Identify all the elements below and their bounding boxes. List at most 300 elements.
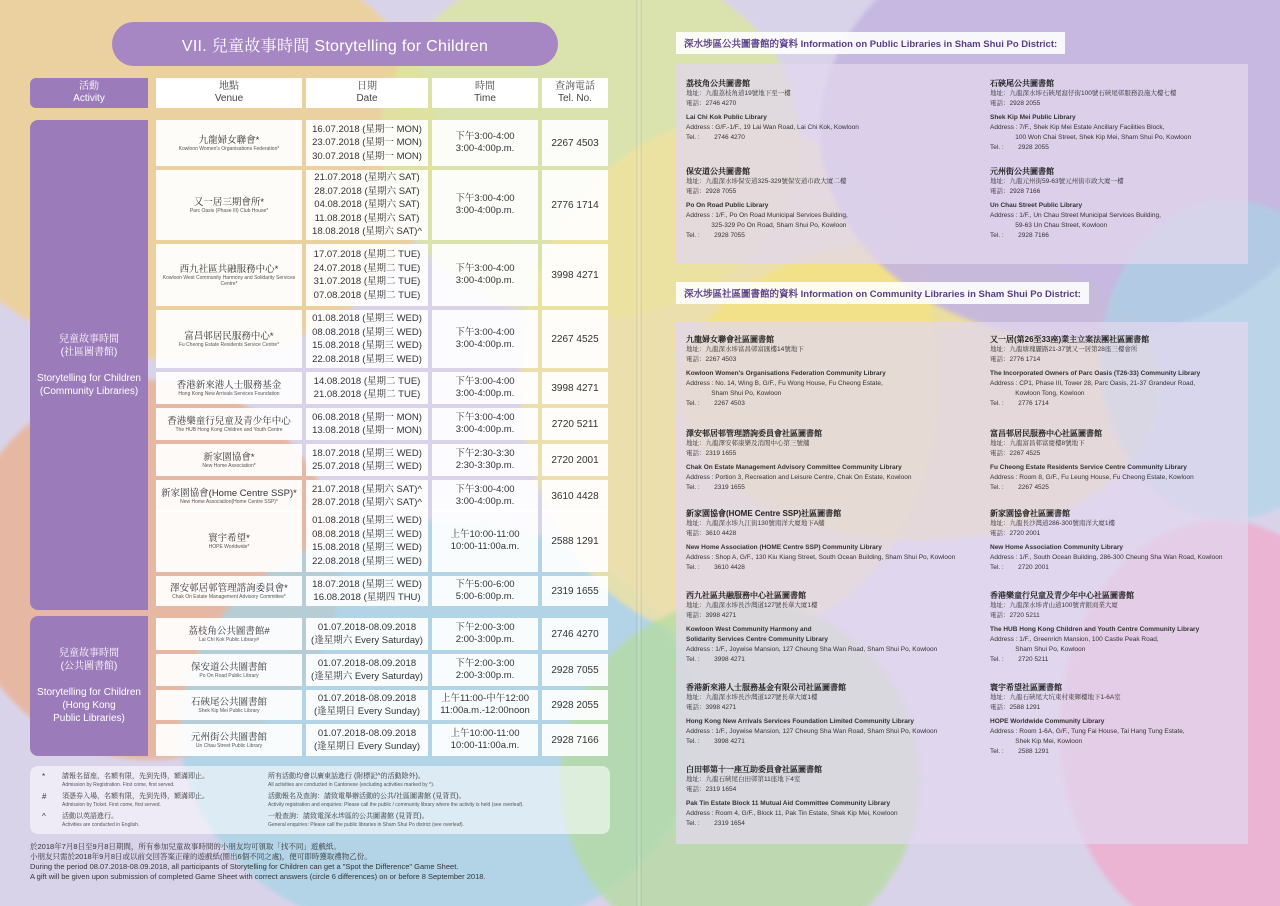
venue-zh: 澤安邨居邨管理諮詢委員會*	[170, 582, 288, 594]
library-address: Address : Room 1-6A, G/F., Tung Fai House, Tai Hang Tung Estate,	[990, 728, 1185, 735]
library-name-en: Pak Tin Estate Block 11 Mutual Aid Committee Community Library	[686, 800, 891, 807]
header-activity-zh: 活動	[79, 81, 99, 92]
library-tel: Tel. : 2319 1655	[686, 484, 745, 491]
header-date-zh: 日期	[357, 81, 377, 92]
library-info-zh: 電話：3998 4271	[686, 612, 737, 619]
library-name-en: New Home Association (HOME Centre SSP) Community Library	[686, 544, 882, 551]
date-cell	[306, 120, 428, 166]
library-address: Address : No. 14, Wing B, G/F., Fu Wong House, Fu Cheong Estate,	[686, 380, 883, 387]
venue-en: Un Chau Street Public Library	[195, 742, 263, 749]
library-address: 59-63 Un Chau Street, Kowloon	[990, 222, 1108, 229]
group-label-line	[88, 673, 91, 686]
date-line: 15.08.2018 (星期三 WED)	[312, 542, 422, 553]
library-info-zh: 電話：2720 2001	[990, 530, 1041, 537]
library-address: Address : Shop A, G/F., 130 Kiu Kiang Street, South Ocean Building, Sham Shui Po, Kowloon	[686, 554, 956, 561]
tel-number: 2267 4503	[551, 137, 599, 149]
time-cell	[432, 654, 538, 686]
date-line: 18.07.2018 (星期三 WED)	[312, 447, 422, 459]
library-tel: Tel. : 3998 4271	[686, 656, 745, 663]
group-label-line: 兒童故事時間	[59, 648, 119, 659]
note-en: Admission by Registration. First come, first served.	[62, 782, 175, 788]
time-cell	[432, 310, 538, 368]
date-line: (逢星期日 Every Sunday)	[313, 706, 421, 717]
library-info-zh: 電話：2319 1655	[686, 450, 737, 457]
library-info-zh: 地址：九龍深水埗富昌邨富匯樓14號地下	[686, 346, 804, 353]
library-address: Kowloon Tong, Kowloon	[990, 390, 1085, 397]
group-label-line: (社區圖書館)	[60, 346, 118, 358]
date-line: 28.07.2018 (星期六 SAT)^	[312, 497, 422, 508]
note-text	[62, 812, 262, 830]
tel-number: 3610 4428	[551, 490, 599, 502]
time-cell	[432, 576, 538, 606]
library-info-zh: 電話：2267 4525	[990, 450, 1041, 457]
tel-cell	[542, 690, 608, 720]
venue-zh: 石硤尾公共圖書館	[190, 696, 267, 708]
library-tel: Tel. : 2267 4503	[686, 400, 745, 407]
library-tel: Tel. : 2928 2055	[990, 144, 1049, 151]
header-venue-zh: 地點	[219, 81, 239, 92]
table-row	[156, 618, 608, 650]
venue-cell	[156, 310, 302, 368]
library-entry	[990, 166, 1280, 241]
note-zh: 活動以英語進行。	[62, 813, 118, 820]
library-info-zh: 地址：九龍深水埗九江街130號南洋大廈地下A舖	[686, 520, 825, 527]
library-address: Address : 7/F., Shek Kip Mei Estate Ancillary Facilities Block,	[990, 124, 1165, 131]
library-address: Address : 1/F., Greenrich Mansion, 100 Castle Peak Road,	[990, 636, 1159, 643]
library-entry	[990, 334, 1242, 409]
library-entry	[686, 682, 982, 747]
date-cell	[306, 408, 428, 440]
library-address: Address : 1/F., Joywise Mansion, 127 Cheung Sha Wan Road, Sham Shui Po, Kowloon	[686, 728, 938, 735]
date-line: 08.08.2018 (星期三 WED)	[312, 528, 422, 540]
time-cell	[432, 510, 538, 572]
table-row	[156, 724, 608, 756]
venue-en: Kowloon West Community Harmony and Solidarity Services Centre*	[162, 274, 296, 287]
time-zh: 下午3:00-4:00	[455, 193, 515, 204]
library-name-en: Shek Kip Mei Public Library	[990, 114, 1076, 121]
library-entry	[686, 78, 978, 143]
note-text	[268, 772, 604, 790]
library-entry	[990, 682, 1242, 757]
tel-cell	[542, 408, 608, 440]
date-line: 23.07.2018 (星期一 MON)	[312, 137, 422, 149]
tel-cell	[542, 480, 608, 512]
time-cell	[432, 444, 538, 476]
note-en: Activity registration and enquiries: Please call the public / community library where the activity is held (see overleaf).	[268, 802, 524, 808]
venue-zh: 新家園協會(Home Centre SSP)*	[161, 487, 297, 499]
library-address: Address : 1/F., South Ocean Building, 286-300 Cheung Sha Wan Road, Kowloon	[990, 554, 1223, 561]
page-title: VII. 兒童故事時間 Storytelling for Children	[112, 22, 558, 66]
group-label-line	[88, 359, 91, 372]
table-row	[156, 654, 608, 686]
tel-number: 3998 4271	[551, 269, 599, 281]
tel-number: 3998 4271	[551, 382, 599, 394]
date-line: 11.08.2018 (星期六 SAT)	[314, 212, 420, 224]
date-cell	[306, 444, 428, 476]
library-name-en: The Incorporated Owners of Parc Oasis (T26-33) Community Library	[990, 370, 1201, 377]
note-en: Activities are conducted in English.	[62, 822, 140, 828]
venue-zh: 西九社區共融服務中心*	[179, 263, 279, 275]
tel-number: 2776 1714	[551, 199, 599, 211]
venue-zh: 香港新來港人士服務基金	[176, 379, 282, 391]
venue-en: Parc Oasis (Phase III) Club House*	[189, 207, 269, 214]
time-en: 3:00-4:00p.m.	[455, 496, 515, 507]
venue-cell	[156, 408, 302, 440]
library-address: Sham Shui Po, Kowloon	[990, 646, 1086, 653]
time-cell	[432, 120, 538, 166]
note-text	[268, 792, 604, 810]
library-tel: Tel. : 3610 4428	[686, 564, 745, 571]
library-address: 100 Woh Chai Street, Shek Kip Mei, Sham Shui Po, Kowloon	[990, 134, 1192, 141]
header-tel-en: Tel. No.	[558, 93, 592, 104]
tel-cell	[542, 170, 608, 240]
time-en: 10:00-11:00a.m.	[450, 541, 520, 552]
header-tel	[542, 78, 608, 108]
date-line: 30.07.2018 (星期一 MON)	[312, 150, 422, 162]
time-en: 2:00-3:00p.m.	[455, 634, 515, 645]
note-symbol: *	[42, 772, 46, 781]
library-tel: Tel. : 2928 7055	[686, 232, 745, 239]
table-row	[156, 480, 608, 512]
footer-notice	[30, 842, 630, 882]
note-en: Admission by Ticket. First come, first served.	[62, 802, 161, 808]
date-line: 22.08.2018 (星期三 WED)	[312, 555, 422, 567]
library-address: Address : 1/F., Joywise Mansion, 127 Cheung Sha Wan Road, Sham Shui Po, Kowloon	[686, 646, 938, 653]
venue-cell	[156, 372, 302, 404]
tel-number: 2720 2001	[551, 454, 599, 466]
venue-en: New Home Association*	[202, 462, 256, 469]
library-name-zh: 荔枝角公共圖書館	[686, 79, 750, 88]
header-activity	[30, 78, 148, 108]
table-row	[156, 372, 608, 404]
date-line: 01.07.2018-08.09.2018	[317, 621, 417, 633]
venue-en: Lai Chi Kok Public Library#	[198, 636, 260, 643]
note-text	[268, 812, 604, 830]
tel-cell	[542, 618, 608, 650]
library-name-en: The HUB Hong Kong Children and Youth Centre Community Library	[990, 626, 1200, 633]
venue-cell	[156, 724, 302, 756]
tel-number: 2720 5211	[551, 418, 599, 430]
date-cell	[306, 480, 428, 512]
library-info-zh: 地址：九龍長沙灣道286-300號南洋大廈1樓	[990, 520, 1115, 527]
venue-en: Fu Cheong Estate Residents Service Centre*	[178, 341, 280, 348]
venue-cell	[156, 690, 302, 720]
library-address: Shek Kip Mei, Kowloon	[990, 738, 1083, 745]
tel-number: 2746 4270	[551, 628, 599, 640]
time-cell	[432, 724, 538, 756]
date-line: 14.08.2018 (星期二 TUE)	[313, 375, 421, 387]
date-line: 01.08.2018 (星期三 WED)	[312, 313, 422, 324]
library-name-zh: 新家園協會(HOME Centre SSP)社區圖書館	[686, 509, 842, 518]
time-zh: 上午10:00-11:00	[450, 529, 520, 540]
library-info-zh: 電話：2928 2055	[990, 100, 1041, 107]
library-name-zh: 香港樂童行兒童及青少年中心社區圖書館	[990, 591, 1134, 600]
venue-zh: 新家園協會*	[203, 451, 255, 463]
library-name-en: Solidarity Services Centre Community Library	[686, 636, 828, 643]
library-name-zh: 石硤尾公共圖書館	[990, 79, 1054, 88]
library-info-zh: 地址：九龍元州街59-63號元州街市政大廈一樓	[990, 178, 1124, 185]
tel-cell	[542, 576, 608, 606]
date-cell	[306, 170, 428, 240]
note-zh: 活動報名及查詢：請致電舉辦活動的公共/社區圖書館 (見背頁)。	[268, 793, 466, 800]
date-line: 21.08.2018 (星期二 TUE)	[313, 389, 421, 400]
venue-en: Shek Kip Mei Public Library	[198, 707, 260, 714]
time-cell	[432, 372, 538, 404]
library-address: Address : Portion 3, Recreation and Leisure Centre, Chak On Estate, Kowloon	[686, 474, 912, 481]
library-info-zh: 電話：3998 4271	[686, 704, 737, 711]
group-label-line: Storytelling for Children	[37, 372, 141, 384]
tel-cell	[542, 120, 608, 166]
venue-en: Hong Kong New Arrivals Services Foundation	[178, 390, 280, 397]
header-date	[306, 78, 428, 108]
venue-zh: 荔枝角公共圖書館#	[188, 625, 270, 637]
date-line: 21.07.2018 (星期六 SAT)^	[312, 483, 422, 495]
library-entry	[990, 590, 1242, 665]
time-cell	[432, 408, 538, 440]
library-name-zh: 保安道公共圖書館	[686, 167, 750, 176]
time-cell	[432, 244, 538, 306]
library-name-en: Po On Road Public Library	[686, 202, 769, 209]
venue-cell	[156, 444, 302, 476]
tel-cell	[542, 444, 608, 476]
date-cell	[306, 310, 428, 368]
venue-cell	[156, 618, 302, 650]
library-tel: Tel. : 2720 2001	[990, 564, 1049, 571]
library-address: Address : CP1, Phase III, Tower 28, Parc Oasis, 21-37 Grandeur Road,	[990, 380, 1196, 387]
date-cell	[306, 618, 428, 650]
library-address: 325-329 Po On Road, Sham Shui Po, Kowloon	[686, 222, 847, 229]
date-line: 25.07.2018 (星期三 WED)	[312, 461, 422, 472]
library-name-en: Fu Cheong Estate Residents Service Centre Community Library	[990, 464, 1187, 471]
time-zh: 下午3:00-4:00	[455, 327, 515, 338]
date-cell	[306, 724, 428, 756]
time-zh: 上午10:00-11:00	[450, 728, 520, 739]
date-line: 07.08.2018 (星期二 TUE)	[313, 289, 421, 301]
date-line: 04.08.2018 (星期六 SAT)	[314, 199, 420, 211]
library-info-zh: 地址：九龍石硤尾大坑東村東輝樓地下1-6A室	[990, 694, 1121, 701]
time-zh: 下午2:00-3:00	[455, 658, 515, 669]
library-name-zh: 澤安邨居邨管理諮詢委員會社區圖書館	[686, 429, 822, 438]
library-info-zh: 電話：3610 4428	[686, 530, 737, 537]
date-cell	[306, 654, 428, 686]
library-info-zh: 地址：九龍深水埗長沙灣道127號長華大廈1樓	[686, 602, 818, 609]
venue-cell	[156, 170, 302, 240]
venue-cell	[156, 654, 302, 686]
date-line: (逢星期日 Every Sunday)	[313, 741, 421, 752]
library-info-zh: 電話：2588 1291	[990, 704, 1041, 711]
library-name-en: Hong Kong New Arrivals Services Foundation Limited Community Library	[686, 718, 915, 725]
date-line: 21.07.2018 (星期六 SAT)	[314, 172, 420, 184]
library-info-zh: 電話：2746 4270	[686, 100, 737, 107]
library-tel: Tel. : 2588 1291	[990, 748, 1049, 755]
tel-number: 2319 1655	[551, 585, 599, 597]
library-name-zh: 又一居(第26至33座)業主立案法團社區圖書館	[990, 335, 1150, 344]
note-en: General enquiries: Please call the public libraries in Sham Shui Po district (see overleaf).	[268, 822, 464, 828]
library-info-zh: 電話：2776 1714	[990, 356, 1041, 363]
library-address: Address : 1/F., Un Chau Street Municipal Services Building,	[990, 212, 1161, 219]
note-text	[62, 792, 262, 810]
library-info-zh: 地址：九龍深水埗保安道325-329號保安道市政大廈二樓	[686, 178, 847, 185]
library-name-en: Chak On Estate Management Advisory Committee Community Library	[686, 464, 902, 471]
header-tel-zh: 查詢電話	[555, 81, 595, 92]
group-label-line: Storytelling for Children	[37, 687, 141, 698]
library-name-en: New Home Association Community Library	[990, 544, 1124, 551]
time-en: 3:00-4:00p.m.	[455, 143, 515, 154]
library-entry	[686, 590, 982, 665]
time-en: 3:00-4:00p.m.	[455, 388, 515, 399]
header-time-en: Time	[474, 93, 496, 104]
group-label-line: (公共圖書館)	[60, 661, 118, 672]
library-info-zh: 地址：九龍深水埗長沙灣道127號長華大廈1樓	[686, 694, 818, 701]
venue-cell	[156, 510, 302, 572]
library-tel: Tel. : 2928 7166	[990, 232, 1049, 239]
time-zh: 下午3:00-4:00	[455, 263, 515, 274]
library-info-zh: 地址：九龍深水埗石硤尾窩仔街100號石硤尾邨服務設施大樓七樓	[990, 90, 1177, 97]
time-en: 3:00-4:00p.m.	[455, 205, 515, 216]
library-address: Address : G/F.-1/F., 19 Lai Wan Road, Lai Chi Kok, Kowloon	[686, 124, 859, 131]
venue-en: HOPE Worldwide*	[208, 543, 250, 550]
library-info-zh: 電話：2267 4503	[686, 356, 737, 363]
venue-zh: 富昌邨居民服務中心*	[184, 330, 274, 342]
note-zh: 請報名留座，名額有限，先到先得，額滿即止。	[62, 773, 209, 780]
library-name-zh: 新家園協會社區圖書館	[990, 509, 1070, 518]
date-line: 13.08.2018 (星期一 MON)	[312, 425, 422, 436]
venue-cell	[156, 576, 302, 606]
footer-line: 小朋友只需於2018年9月8日或以前交回答案正確的遊戲紙(圈出6個不同之處)，便可即時獲取禮物乙份。	[30, 852, 372, 861]
library-name-en: Un Chau Street Public Library	[990, 202, 1083, 209]
date-line: 01.08.2018 (星期三 WED)	[312, 515, 422, 526]
table-row	[156, 408, 608, 440]
date-line: 22.08.2018 (星期三 WED)	[312, 353, 422, 365]
header-time-zh: 時間	[475, 81, 495, 92]
date-cell	[306, 372, 428, 404]
tel-number: 2588 1291	[551, 535, 599, 547]
date-cell	[306, 510, 428, 572]
library-info-zh: 地址：九龍富昌邨富慶樓8號地下	[990, 440, 1085, 447]
library-entry	[990, 508, 1242, 573]
venue-zh: 香港樂童行兒童及青少年中心	[167, 415, 291, 427]
activity-group-community	[30, 120, 148, 610]
time-zh: 下午3:00-4:00	[455, 412, 515, 423]
date-line: 16.08.2018 (星期四 THU)	[313, 592, 421, 603]
group-label-line: (Community Libraries)	[39, 385, 139, 397]
note-symbol: #	[42, 792, 47, 801]
tel-cell	[542, 244, 608, 306]
time-zh: 下午5:00-6:00	[455, 579, 515, 590]
tel-cell	[542, 372, 608, 404]
time-en: 10:00-11:00a.m.	[450, 740, 520, 751]
tel-cell	[542, 310, 608, 368]
table-row	[156, 120, 608, 166]
date-line: 15.08.2018 (星期三 WED)	[312, 340, 422, 351]
venue-en: Kowloon Women's Organisations Federation*	[178, 145, 280, 152]
time-zh: 下午3:00-4:00	[455, 484, 515, 495]
library-info-zh: 地址：九龍深水埗青山道100號青銀商業大廈	[990, 602, 1118, 609]
date-line: 01.07.2018-08.09.2018	[317, 727, 417, 739]
header-date-en: Date	[356, 93, 378, 104]
library-entry	[686, 508, 982, 573]
table-row	[156, 510, 608, 572]
note-text	[62, 772, 262, 790]
date-line: 31.07.2018 (星期二 TUE)	[313, 276, 421, 287]
group-label-line: 兒童故事時間	[59, 333, 119, 345]
time-zh: 下午3:00-4:00	[455, 131, 515, 142]
venue-zh: 寰宇希望*	[208, 532, 250, 544]
time-zh: 下午3:00-4:00	[455, 376, 515, 387]
public-libraries-title: 深水埗區公共圖書館的資料 Information on Public Libraries in Sham Shui Po District:	[676, 32, 1065, 54]
table-row	[156, 310, 608, 368]
date-line: 08.08.2018 (星期三 WED)	[312, 326, 422, 338]
library-tel: Tel. : 2267 4525	[990, 484, 1049, 491]
date-line: (逢星期六 Every Saturday)	[311, 635, 423, 646]
note-zh: 一般查詢：請致電深水埗區的公共圖書館 (見背頁)。	[268, 813, 429, 820]
venue-en: Po On Road Public Library	[199, 672, 259, 679]
table-row	[156, 444, 608, 476]
tel-number: 2928 7055	[551, 664, 599, 676]
activity-group-public	[30, 616, 148, 756]
table-row	[156, 170, 608, 240]
venue-en: New Home Association(Home Centre SSP)*	[180, 498, 278, 505]
library-tel: Tel. : 3998 4271	[686, 738, 745, 745]
table-row	[156, 690, 608, 720]
date-line: (逢星期六 Every Saturday)	[311, 671, 423, 682]
tel-cell	[542, 510, 608, 572]
note-zh: 所有活動均會以廣東話進行 (附標記^的活動除外)。	[268, 773, 425, 780]
table-row	[156, 244, 608, 306]
footer-line: During the period 08.07.2018-08.09.2018, all participants of Storytelling for Children can get a "Spot the Difference" Game Sheet.	[30, 862, 459, 871]
library-entry	[686, 334, 982, 409]
library-info-zh: 地址：九龍澤安邨康樂及消閒中心第三號舖	[686, 440, 810, 447]
library-info-zh: 地址：九龍石硤尾白田邨第11座地下4室	[686, 776, 801, 783]
time-en: 2:00-3:00p.m.	[455, 670, 515, 681]
library-tel: Tel. : 2776 1714	[990, 400, 1049, 407]
time-cell	[432, 170, 538, 240]
time-en: 3:00-4:00p.m.	[455, 339, 515, 350]
time-zh: 上午11:00-中午12:00	[440, 693, 529, 704]
library-name-zh: 香港新來港人士服務基金有限公司社區圖書館	[686, 683, 846, 692]
library-name-en: HOPE Worldwide Community Library	[990, 718, 1105, 725]
library-name-zh: 富昌邨居民服務中心社區圖書館	[990, 429, 1102, 438]
library-name-zh: 寰宇希望社區圖書館	[990, 683, 1062, 692]
library-entry	[686, 166, 978, 241]
time-zh: 下午2:00-3:00	[455, 622, 515, 633]
date-cell	[306, 690, 428, 720]
venue-en: Chak On Estate Management Advisory Committee*	[172, 593, 286, 600]
library-name-zh: 九龍婦女聯會社區圖書館	[686, 335, 774, 344]
group-label-line: Public Libraries)	[53, 713, 125, 724]
date-line: 16.07.2018 (星期一 MON)	[312, 123, 422, 135]
library-name-en: Kowloon Women's Organisations Federation Community Library	[686, 370, 886, 377]
library-tel: Tel. : 2319 1654	[686, 820, 745, 827]
footer-line: A gift will be given upon submission of completed Game Sheet with correct answers (circle 6 differences) on or before 8 September 2018.	[30, 872, 486, 881]
time-cell	[432, 690, 538, 720]
date-line: 24.07.2018 (星期二 TUE)	[313, 262, 421, 274]
tel-number: 2928 2055	[551, 699, 599, 711]
library-name-zh: 西九社區共融服務中心社區圖書館	[686, 591, 806, 600]
time-zh: 下午2:30-3:30	[455, 448, 515, 459]
left-page	[0, 0, 638, 906]
library-tel: Tel. : 2720 5211	[990, 656, 1049, 663]
time-en: 2:30-3:30p.m.	[455, 460, 515, 471]
library-address: Address : 1/F., Po On Road Municipal Services Building,	[686, 212, 848, 219]
venue-zh: 又一居三期會所*	[193, 196, 265, 208]
library-name-en: Kowloon West Community Harmony and	[686, 626, 812, 633]
tel-cell	[542, 654, 608, 686]
time-en: 5:00-6:00p.m.	[455, 591, 515, 602]
library-entry	[990, 78, 1280, 153]
venue-en: The HUB Hong Kong Children and Youth Centre	[175, 426, 283, 433]
library-address: Address : Room 8, G/F., Fu Leung House, Fu Cheong Estate, Kowloon	[990, 474, 1194, 481]
